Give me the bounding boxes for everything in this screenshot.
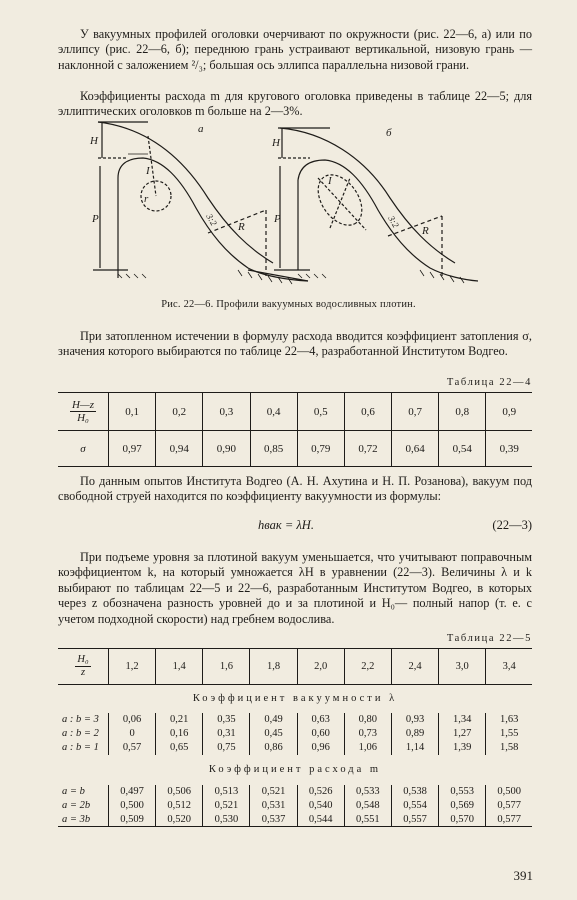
table-22-5-ratio-cell: 1,8 xyxy=(250,649,297,685)
table-22-5-value-cell: 0,557 xyxy=(391,813,438,827)
table-22-5-data-row xyxy=(58,785,532,799)
table-22-5-row-label: a : b = 1 xyxy=(58,741,109,755)
table-22-5-value-cell: 1,27 xyxy=(439,727,486,741)
table-22-5-ratio-cell: 1,6 xyxy=(203,649,250,685)
table-22-5-value-cell: 0,554 xyxy=(391,799,438,813)
table-22-4-sigma-label: σ xyxy=(58,431,109,467)
table-22-5-data-row xyxy=(58,713,532,727)
table-22-5-ratio-cell: 2,0 xyxy=(297,649,344,685)
table-22-5-ratio-cell: 1,4 xyxy=(156,649,203,685)
table-22-5-value-cell: 1,58 xyxy=(499,742,519,753)
table-22-5-value-cell: 0,500 xyxy=(109,799,156,813)
paragraph-3: При затопленном истечении в формулу расхода вводится коэффициент затопления σ, значения которого выбираются по таблице 22—4, разработанной Институтом Водгео. xyxy=(58,329,532,359)
table-22-5-row-label: a : b = 2 xyxy=(58,727,109,741)
table-22-5-section1-row xyxy=(58,685,532,713)
table-22-5-data-row xyxy=(58,741,532,755)
table-22-5-value-cell: 0,521 xyxy=(203,799,250,813)
table-22-4-head-num: H—z xyxy=(71,399,94,411)
table-22-5-value-cell: 0,500 xyxy=(497,786,521,797)
table-22-4-sigma-cell: 0,64 xyxy=(392,431,439,467)
table-22-5-value-cell: 0,506 xyxy=(156,785,203,799)
table-22-5-value-cell: 0,45 xyxy=(250,727,297,741)
table-22-5-value-cell: 0,537 xyxy=(250,813,297,827)
paragraph-2: Коэффициенты расхода m для кругового оголовка приведены в таблице 22—5; для эллиптических оголовков m больше на 2—3%. xyxy=(58,89,532,119)
table-22-4-sigma-cell: 0,39 xyxy=(499,442,519,455)
table-22-4-ratio-cell: 0,6 xyxy=(344,393,391,431)
profile-b xyxy=(274,128,478,283)
table-22-4-sigma-cell: 0,72 xyxy=(344,431,391,467)
table-22-5-value-cell: 1,06 xyxy=(344,741,391,755)
table-22-4-label: Таблица 22—4 xyxy=(446,377,532,388)
figure-label-P-b: P xyxy=(274,213,281,225)
table-22-5-value-cell: 0,538 xyxy=(391,785,438,799)
figure-label-R-a: R xyxy=(238,221,245,233)
figure-label-P-a: P xyxy=(92,213,99,225)
table-22-4-ratio-cell: 0,7 xyxy=(392,393,439,431)
formula-number: (22—3) xyxy=(492,518,532,532)
table-22-5-value-cell: 0,577 xyxy=(497,800,521,811)
table-22-4-ratio-cell: 0,1 xyxy=(109,393,156,431)
table-22-4-ratio-cell: 0,2 xyxy=(156,393,203,431)
table-22-5-value-cell: 0,577 xyxy=(497,813,521,825)
table-22-5-value-cell: 0,520 xyxy=(156,813,203,827)
formula-22-3 xyxy=(58,518,532,534)
table-22-4-sigma-row xyxy=(58,431,532,467)
table-22-4-sigma-cell: 0,94 xyxy=(156,431,203,467)
figure-label-I-a: I xyxy=(146,165,150,177)
table-22-5-value-cell: 0,533 xyxy=(344,785,391,799)
table-22-5-value-cell: 0,35 xyxy=(203,713,250,727)
table-22-5-value-cell: 0,60 xyxy=(297,727,344,741)
table-22-5-value-cell: 0,553 xyxy=(439,785,486,799)
table-22-5-row-label: a = b xyxy=(58,785,109,799)
table-22-5-value-cell: 0,569 xyxy=(439,799,486,813)
table-22-5-value-cell: 1,14 xyxy=(391,741,438,755)
paragraph-1: У вакуумных профилей оголовки очерчивают по окружности (рис. 22—6, а) или по эллипсу (рис. 22—6, б); переднюю грань устраивают вертикальной, низовую грань — наклонной с заложением ²/₃; большая ось эллипса параллельна низовой грани. xyxy=(58,27,532,72)
table-22-5-ratio-cell: 3,0 xyxy=(439,649,486,685)
table-22-5-row-label: a : b = 3 xyxy=(58,713,109,727)
table-22-5-section1-heading: Коэффициент вакуумности λ xyxy=(192,693,398,705)
table-22-4-sigma-cell: 0,90 xyxy=(203,431,250,467)
table-22-5-value-cell: 0,497 xyxy=(109,785,156,799)
table-22-5-section2-heading: Коэффициент расхода m xyxy=(208,764,382,775)
table-22-5-value-cell: 1,63 xyxy=(499,714,519,725)
page-number: 391 xyxy=(513,868,533,883)
figure-label-slope-b: 3:2 xyxy=(386,214,401,230)
figure-label-I-b: I xyxy=(328,175,332,187)
table-22-5-value-cell: 0,86 xyxy=(250,741,297,755)
figure-22-6 xyxy=(88,118,478,294)
table-22-5-value-cell: 0 xyxy=(109,727,156,741)
table-22-4-head-cell xyxy=(58,393,109,431)
table-22-4-ratio-cell: 0,8 xyxy=(439,393,486,431)
table-22-5-value-cell: 0,75 xyxy=(203,741,250,755)
table-22-5-value-cell: 0,512 xyxy=(156,799,203,813)
figure-label-a: а xyxy=(198,123,204,135)
table-22-5-value-cell: 0,57 xyxy=(109,741,156,755)
table-22-5-value-cell: 0,89 xyxy=(391,727,438,741)
table-22-5-ratio-cell: 1,2 xyxy=(109,649,156,685)
paragraph-4: По данным опытов Института Водгео (А. Н. Ахутина и Н. П. Розанова), вакуум под свободной струей находится по коэффициенту вакуумности из формулы: xyxy=(58,474,532,504)
table-22-5-ratio-cell: 2,2 xyxy=(344,649,391,685)
table-22-4-ratio-cell: 0,3 xyxy=(203,393,250,431)
paragraph-5: При подъеме уровня за плотиной вакуум уменьшается, что учитывают поправочным коэффициентом k, на который умножается λH в уравнении (22—3). Величины λ и k выбирают по таблицам 22—5 и 22—6, разработанным Институтом Водгео, в которых через z обозначена разность уровней до и за плотиной и H₀— полный напор (т. е. с учетом подходной скорости) над гребнем водослива. xyxy=(58,550,532,626)
table-22-5-data-row xyxy=(58,727,532,741)
formula-text: hвак = λH. xyxy=(258,518,314,532)
table-22-5-value-cell: 0,509 xyxy=(109,813,156,827)
table-22-5-ratio-cell: 2,4 xyxy=(391,649,438,685)
table-22-5-ratio-cell: 3,4 xyxy=(502,661,516,672)
table-22-5-value-cell: 0,16 xyxy=(156,727,203,741)
table-22-5-data-row xyxy=(58,799,532,813)
table-22-5-value-cell: 0,521 xyxy=(250,785,297,799)
table-22-5-value-cell: 0,548 xyxy=(344,799,391,813)
figure-label-slope-a: 3:2 xyxy=(204,212,219,228)
figure-label-r: r xyxy=(144,193,149,205)
table-22-4-head-den: H₀ xyxy=(77,412,89,424)
table-22-5-head-den: z xyxy=(80,667,86,678)
table-22-4-sigma-cell: 0,85 xyxy=(250,431,297,467)
table-22-4-header-row xyxy=(58,393,532,431)
table-22-5-label: Таблица 22—5 xyxy=(446,633,532,644)
table-22-5-head-cell xyxy=(58,649,109,685)
table-22-5-value-cell: 0,49 xyxy=(250,713,297,727)
table-22-4-ratio-cell: 0,5 xyxy=(297,393,344,431)
table-22-5-row-label: a = 3b xyxy=(58,813,109,827)
table-22-5-value-cell: 0,540 xyxy=(297,799,344,813)
table-22-5-value-cell: 0,570 xyxy=(439,813,486,827)
table-22-5 xyxy=(58,648,532,827)
table-22-5-value-cell: 0,65 xyxy=(156,741,203,755)
table-22-5-section2-row xyxy=(58,755,532,785)
table-22-5-value-cell: 1,34 xyxy=(439,713,486,727)
table-22-5-value-cell: 0,80 xyxy=(344,713,391,727)
table-22-4-ratio-cell: 0,9 xyxy=(502,405,517,418)
table-22-5-value-cell: 1,39 xyxy=(439,741,486,755)
figure-label-H-b: H xyxy=(272,137,280,149)
table-22-5-value-cell: 0,544 xyxy=(297,813,344,827)
table-22-5-value-cell: 0,31 xyxy=(203,727,250,741)
table-22-5-value-cell: 0,551 xyxy=(344,813,391,827)
table-22-5-value-cell: 0,93 xyxy=(391,713,438,727)
table-22-4 xyxy=(58,392,532,467)
figure-label-H-a: H xyxy=(90,135,98,147)
table-22-5-value-cell: 0,530 xyxy=(203,813,250,827)
table-22-5-value-cell: 0,06 xyxy=(109,713,156,727)
table-22-5-value-cell: 0,96 xyxy=(297,741,344,755)
table-22-5-value-cell: 0,73 xyxy=(344,727,391,741)
figure-label-b: б xyxy=(386,127,392,139)
table-22-5-data-row xyxy=(58,813,532,827)
table-22-5-value-cell: 0,531 xyxy=(250,799,297,813)
table-22-4-sigma-cell: 0,97 xyxy=(109,431,156,467)
table-22-5-header-row xyxy=(58,649,532,685)
table-22-5-value-cell: 0,21 xyxy=(156,713,203,727)
figure-label-R-b: R xyxy=(422,225,429,237)
figure-caption: Рис. 22—6. Профили вакуумных водосливных плотин. xyxy=(161,299,416,310)
table-22-5-head-num: H₀ xyxy=(77,654,89,665)
table-22-5-value-cell: 0,513 xyxy=(203,785,250,799)
table-22-5-value-cell: 0,63 xyxy=(297,713,344,727)
table-22-5-value-cell: 1,55 xyxy=(499,728,519,739)
table-22-4-sigma-cell: 0,54 xyxy=(439,431,486,467)
table-22-4-sigma-cell: 0,79 xyxy=(297,431,344,467)
table-22-4-ratio-cell: 0,4 xyxy=(250,393,297,431)
table-22-5-value-cell: 0,526 xyxy=(297,785,344,799)
table-22-5-row-label: a = 2b xyxy=(58,799,109,813)
